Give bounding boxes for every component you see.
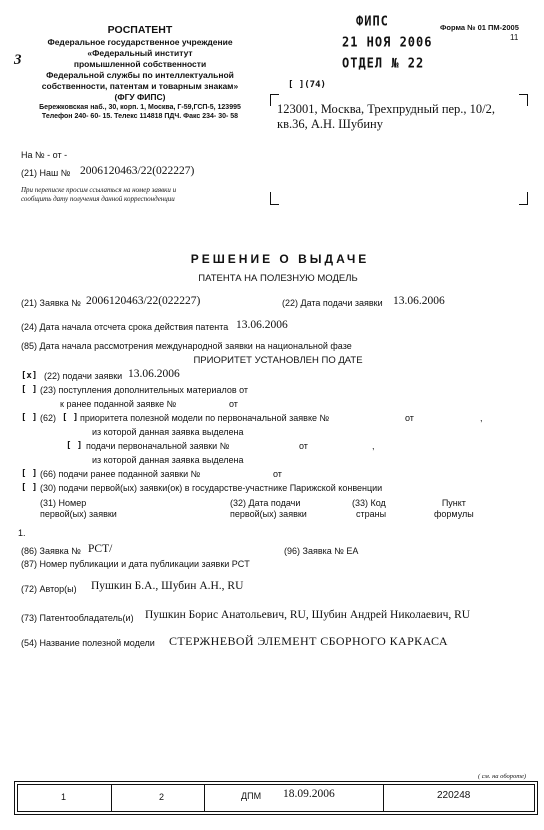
org-line-1: Федеральное государственное учреждение bbox=[47, 37, 233, 47]
priority-62-comma: , bbox=[480, 413, 483, 423]
field-24-value: 13.06.2006 bbox=[236, 319, 288, 331]
footer-table bbox=[14, 781, 538, 815]
field-24-label: (24) Дата начала отсчета срока действия патента bbox=[21, 322, 229, 332]
field-73-label: (73) Патентообладатель(и) bbox=[21, 613, 134, 623]
ref-our-label: (21) Наш № bbox=[21, 168, 71, 178]
ref-na-no: На № - от - bbox=[21, 150, 68, 160]
field-22-value: 13.06.2006 bbox=[393, 295, 445, 307]
turn-over-note: ( см. на обороте) bbox=[478, 773, 527, 780]
field-22-label: (22) Дата подачи заявки bbox=[282, 298, 383, 308]
ref-our-value: 2006120463/22(022227) bbox=[80, 165, 195, 177]
org-line-5: собственности, патентам и товарным знакам» bbox=[41, 81, 239, 91]
col-32-line-1: (32) Дата подачи bbox=[230, 498, 301, 508]
priority-62b-text: подачи первоначальной заявки № bbox=[86, 441, 230, 451]
footer-cell-4: 220248 bbox=[437, 790, 471, 801]
ref-note-line-2: сообщить дату получения данной корреспонденции bbox=[21, 195, 175, 203]
recipient-address bbox=[277, 102, 495, 132]
doc-subtitle: ПАТЕНТА НА ПОЛЕЗНУЮ МОДЕЛЬ bbox=[198, 273, 358, 284]
field-86-label: (86) Заявка № bbox=[21, 546, 81, 556]
recipient-line-1: 123001, Москва, Трехпрудный пер., 10/2, bbox=[277, 102, 496, 116]
org-line-3: промышленной собственности bbox=[73, 59, 207, 69]
priority-62-text: приоритета полезной модели по первоначальной заявке № bbox=[80, 413, 330, 423]
priority-23-ot: от bbox=[229, 399, 238, 409]
checkbox-62b: [ ] bbox=[66, 441, 83, 451]
col-33-line-2: страны bbox=[356, 509, 387, 519]
field-54-label: (54) Название полезной модели bbox=[21, 638, 155, 648]
priority-66-text: (66) подачи ранее поданной заявки № bbox=[40, 469, 201, 479]
field-85: (85) Дата начала рассмотрения международной заявки на национальной фазе bbox=[21, 341, 352, 351]
ref-note bbox=[21, 186, 176, 204]
priority-22-value: 13.06.2006 bbox=[128, 368, 180, 380]
field-72-label: (72) Автор(ы) bbox=[21, 584, 77, 594]
checkbox-62: [ ] bbox=[21, 413, 38, 423]
priority-22-label: (22) подачи заявки bbox=[44, 371, 123, 381]
address-line-1: Бережковская наб., 30, корп. 1, Москва, Г-59,ГСП-5, 123995 bbox=[39, 104, 241, 111]
col-31-line-2: первой(ых) заявки bbox=[40, 509, 117, 519]
org-name: РОСПАТЕНТ bbox=[107, 24, 173, 36]
org-address bbox=[14, 103, 266, 121]
fips-stamp bbox=[342, 11, 432, 74]
col-32-line-2: первой(ых) заявки bbox=[230, 509, 307, 519]
col-32-header bbox=[230, 498, 307, 520]
footer-cell-3-label: ДПМ bbox=[241, 791, 262, 801]
priority-66-ot: от bbox=[273, 469, 282, 479]
field-54-value: СТЕРЖНЕВОЙ ЭЛЕМЕНТ СБОРНОГО КАРКАСА bbox=[169, 634, 448, 648]
ref-note-line-1: При переписке просим ссылаться на номер заявки и bbox=[21, 186, 177, 194]
priority-62-ot: от bbox=[405, 413, 414, 423]
org-line-4: Федеральной службы по интеллектуальной bbox=[46, 70, 234, 80]
field-96-label: (96) Заявка № ЕА bbox=[284, 546, 359, 556]
stamp-line-1: ФИПС bbox=[356, 13, 389, 29]
emblem-mark: 3 bbox=[14, 52, 22, 68]
doc-title: РЕШЕНИЕ О ВЫДАЧЕ bbox=[190, 252, 370, 266]
priority-62-sub: из которой данная заявка выделена bbox=[92, 427, 244, 437]
priority-62-label: (62) bbox=[40, 413, 57, 423]
col-31-line-1: (31) Номер bbox=[40, 498, 87, 508]
priority-30-text: (30) подачи первой(ых) заявки(ок) в государстве-участнике Парижской конвенции bbox=[40, 483, 383, 493]
field-72-value: Пушкин Б.А., Шубин А.Н., RU bbox=[91, 580, 244, 592]
org-header bbox=[20, 24, 260, 103]
col-33-header bbox=[352, 498, 386, 520]
priority-23-label: (23) поступления дополнительных материалов от bbox=[40, 385, 249, 395]
field-73-value: Пушкин Борис Анатольевич, RU, Шубин Андрей Николаевич, RU bbox=[145, 609, 471, 621]
recipient-line-2: кв.36, А.Н. Шубину bbox=[277, 117, 383, 131]
priority-62b-comma: , bbox=[372, 441, 375, 451]
checkbox-22: [x] bbox=[21, 371, 38, 381]
checkbox-62-inner: [ ] bbox=[62, 413, 79, 423]
field-87: (87) Номер публикации и дата публикации заявки PCT bbox=[21, 559, 250, 569]
checkbox-23: [ ] bbox=[21, 385, 38, 395]
col-point-line-1: Пункт bbox=[441, 498, 466, 508]
footer-cell-2: 2 bbox=[159, 792, 165, 802]
priority-heading: ПРИОРИТЕТ УСТАНОВЛЕН ПО ДАТЕ bbox=[193, 355, 363, 366]
footer-cell-1: 1 bbox=[61, 792, 67, 802]
org-line-2: «Федеральный институт bbox=[87, 48, 193, 58]
org-line-6: (ФГУ ФИПС) bbox=[114, 92, 166, 102]
field-74-code: [ ](74) bbox=[288, 80, 326, 90]
col-point-line-2: формулы bbox=[434, 509, 474, 519]
stamp-line-3: ОТДЕЛ № 22 bbox=[342, 55, 425, 71]
col-point-header bbox=[434, 498, 474, 520]
checkbox-30: [ ] bbox=[21, 483, 38, 493]
form-number: Форма № 01 ПМ-2005 bbox=[440, 23, 519, 32]
address-line-2: Телефон 240- 60- 15. Телекс 114818 ПДЧ. Факс 234- 30- 58 bbox=[41, 113, 239, 120]
field-21-label: (21) Заявка № bbox=[21, 298, 81, 308]
priority-23-sub: к ранее поданной заявке № bbox=[60, 399, 177, 409]
field-21-value: 2006120463/22(022227) bbox=[86, 295, 201, 307]
checkbox-66: [ ] bbox=[21, 469, 38, 479]
col-33-line-1: (33) Код bbox=[352, 498, 386, 508]
col-31-header bbox=[40, 498, 117, 520]
form-sub-number: 11 bbox=[510, 33, 519, 42]
row-index-1: 1. bbox=[18, 528, 26, 538]
field-86-value: PCT/ bbox=[88, 543, 113, 555]
footer-cell-3-value: 18.09.2006 bbox=[283, 788, 335, 800]
priority-62b-ot: от bbox=[299, 441, 308, 451]
priority-62b-sub: из которой данная заявка выделена bbox=[92, 455, 244, 465]
stamp-line-2: 21 НОЯ 2006 bbox=[342, 34, 433, 50]
